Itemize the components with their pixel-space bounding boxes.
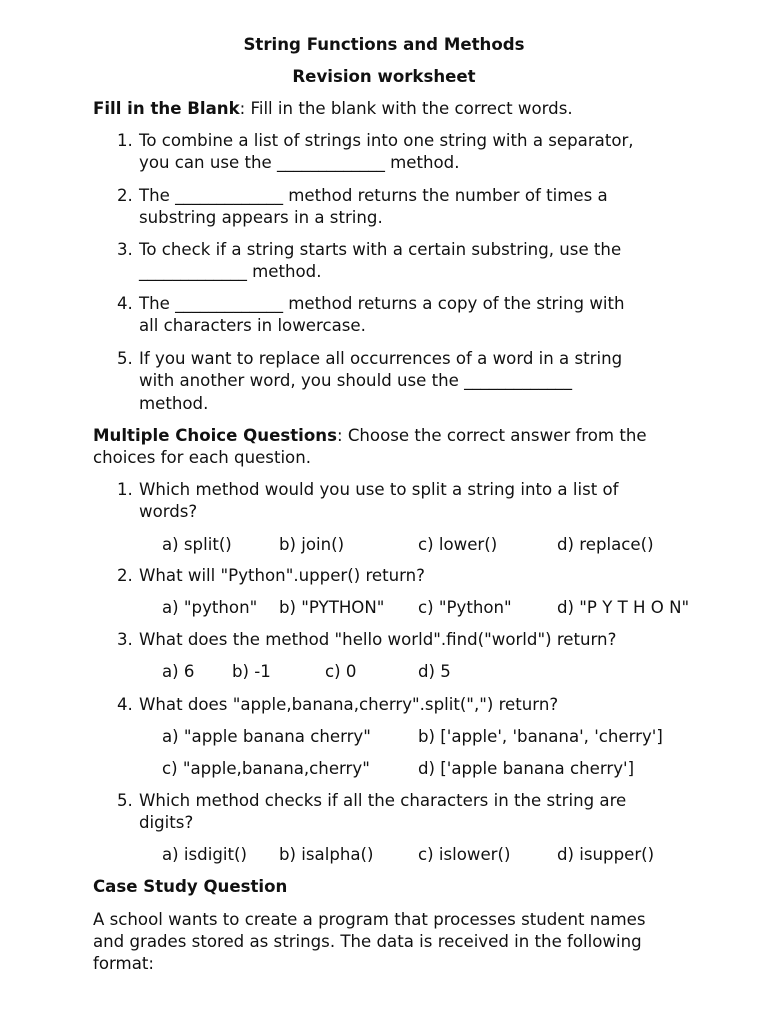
fill-in-q4-line: The _____________ method returns a copy of the string with (139, 294, 625, 313)
fill-in-heading: Fill in the Blank (93, 99, 240, 118)
mcq-q2-option-a: a) "python" (162, 598, 258, 617)
mcq-q4-option-b: b) ['apple', 'banana', 'cherry'] (418, 727, 663, 746)
case-study-heading: Case Study Question (93, 877, 288, 896)
mcq-q4-option-a: a) "apple banana cherry" (162, 727, 371, 746)
fill-in-q5-number: 5. (117, 349, 133, 368)
fill-in-q1-number: 1. (117, 131, 133, 150)
mcq-q5-line: Which method checks if all the characters in the string are (139, 791, 627, 810)
mcq-q3-option-c: c) 0 (325, 662, 357, 681)
mcq-q5-line: digits? (139, 813, 194, 832)
mcq-q4-number: 4. (117, 695, 133, 714)
worksheet-subtitle: Revision worksheet (292, 67, 476, 86)
mcq-q3-option-a: a) 6 (162, 662, 195, 681)
mcq-heading: Multiple Choice Questions (93, 426, 337, 445)
mcq-q1-option-a: a) split() (162, 535, 232, 554)
mcq-q3-option-d: d) 5 (418, 662, 451, 681)
mcq-q5-option-c: c) islower() (418, 845, 511, 864)
fill-in-q3-number: 3. (117, 240, 133, 259)
fill-in-q3-line: To check if a string starts with a certain substring, use the (139, 240, 622, 259)
fill-in-q4-line: all characters in lowercase. (139, 316, 366, 335)
mcq-q4-option-d: d) ['apple banana cherry'] (418, 759, 635, 778)
mcq-q3-number: 3. (117, 630, 133, 649)
mcq-q1-number: 1. (117, 480, 133, 499)
mcq-q3-line: What does the method "hello world".find("world") return? (139, 630, 617, 649)
fill-in-q2-line: The _____________ method returns the number of times a (139, 186, 608, 205)
mcq-q5-option-d: d) isupper() (557, 845, 655, 864)
mcq-q1-option-d: d) replace() (557, 535, 654, 554)
mcq-instruction: : Choose the correct answer from the (336, 426, 647, 445)
mcq-instruction-cont: choices for each question. (93, 448, 312, 467)
mcq-q1-option-c: c) lower() (418, 535, 498, 554)
case-study-line: format: (93, 954, 154, 973)
fill-in-q5-line: method. (139, 394, 209, 413)
fill-in-q5-line: If you want to replace all occurrences of a word in a string (139, 349, 623, 368)
mcq-q2-option-d: d) "P Y T H O N" (557, 598, 690, 617)
mcq-q2-line: What will "Python".upper() return? (139, 566, 425, 585)
fill-in-q1-line: To combine a list of strings into one string with a separator, (139, 131, 634, 150)
mcq-q1-option-b: b) join() (279, 535, 345, 554)
case-study-line: and grades stored as strings. The data is received in the following (93, 932, 642, 951)
worksheet-title: String Functions and Methods (243, 35, 525, 54)
fill-in-q2-line: substring appears in a string. (139, 208, 383, 227)
mcq-q2-option-c: c) "Python" (418, 598, 512, 617)
mcq-q5-number: 5. (117, 791, 133, 810)
fill-in-q3-line: _____________ method. (139, 262, 322, 281)
mcq-q2-number: 2. (117, 566, 133, 585)
mcq-q4-option-c: c) "apple,banana,cherry" (162, 759, 370, 778)
mcq-q1-line: words? (139, 502, 198, 521)
mcq-q5-option-b: b) isalpha() (279, 845, 374, 864)
fill-in-instruction: : Fill in the blank with the correct words. (239, 99, 573, 118)
case-study-line: A school wants to create a program that processes student names (93, 910, 646, 929)
fill-in-header (93, 101, 573, 118)
fill-in-q1-line: you can use the _____________ method. (139, 153, 460, 172)
mcq-q4-line: What does "apple,banana,cherry".split(",") return? (139, 695, 559, 714)
mcq-q2-option-b: b) "PYTHON" (279, 598, 385, 617)
mcq-header (93, 428, 647, 445)
mcq-q5-option-a: a) isdigit() (162, 845, 247, 864)
fill-in-q4-number: 4. (117, 294, 133, 313)
mcq-q1-line: Which method would you use to split a string into a list of (139, 480, 619, 499)
mcq-q3-option-b: b) -1 (232, 662, 271, 681)
fill-in-q2-number: 2. (117, 186, 133, 205)
fill-in-q5-line: with another word, you should use the _____________ (139, 371, 573, 390)
